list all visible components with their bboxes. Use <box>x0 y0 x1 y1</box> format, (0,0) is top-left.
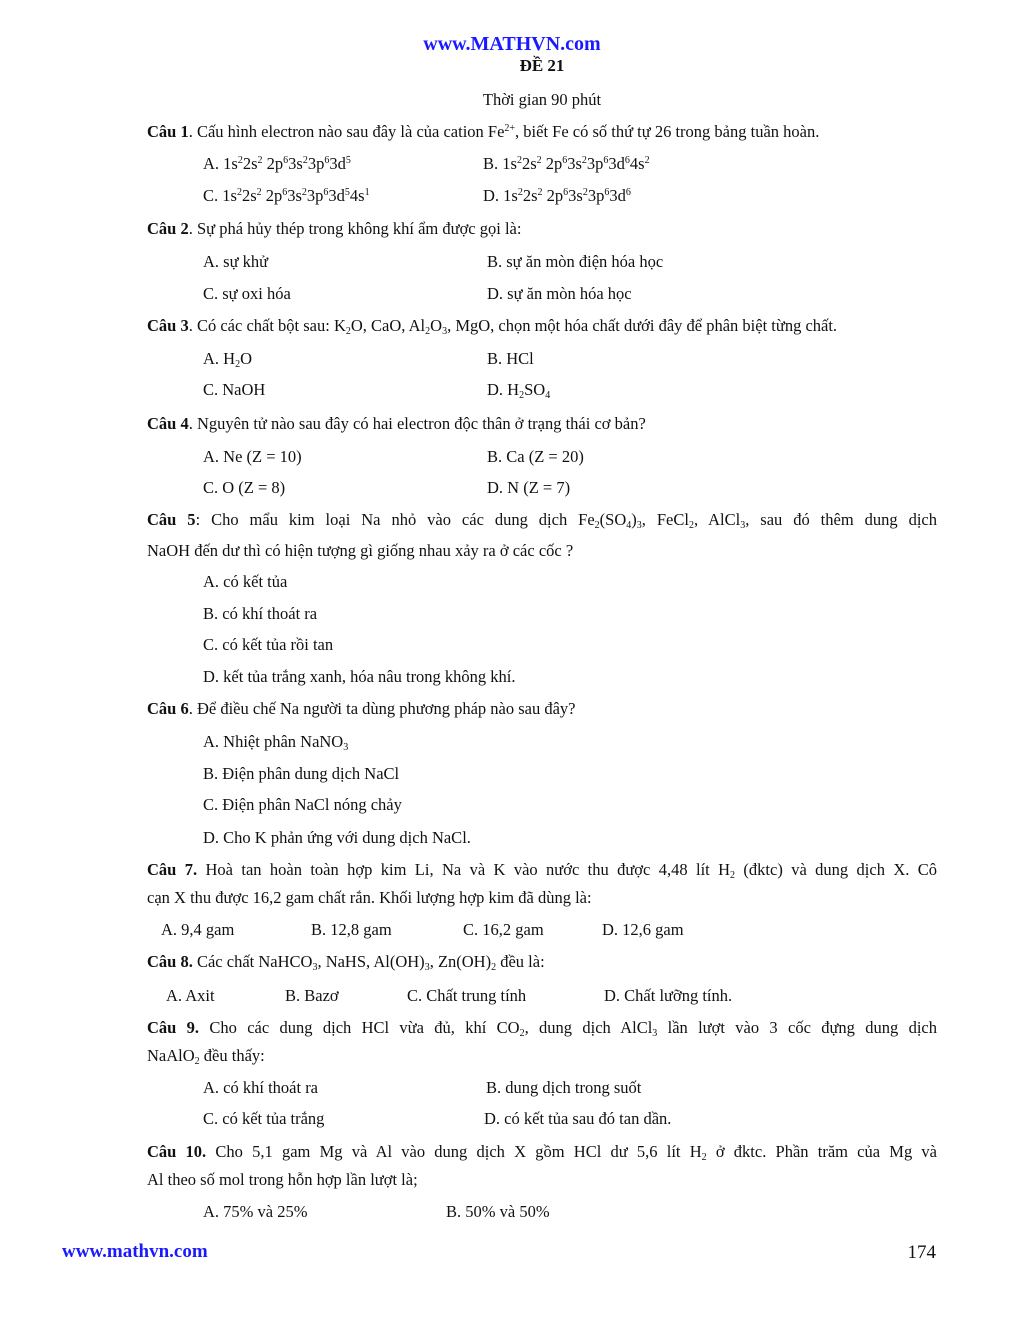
superscript: 2 <box>582 187 588 198</box>
superscript: 6 <box>625 187 631 198</box>
subscript: 3 <box>442 326 448 337</box>
question-6-option-c: C. Điện phân NaCl nóng chảy <box>203 795 402 814</box>
superscript: 2 <box>516 155 522 166</box>
question-3-option-c: C. NaOH <box>203 380 266 399</box>
header-site-link[interactable]: www.MATHVN.com <box>423 33 601 55</box>
question-7-option-b: B. 12,8 gam <box>311 920 392 939</box>
subscript: 2 <box>519 390 525 401</box>
question-9-text-line-1: Câu 9. Cho các dung dịch HCl vừa đủ, khí $CO_2$, dung dịch AlCl$_3$ lần lượt vào 3 cốc đựng dung dịch <box>147 1018 937 1039</box>
subscript: 3 <box>343 742 349 753</box>
subscript: 2 <box>235 359 241 370</box>
question-label: Câu 7. <box>147 860 198 879</box>
superscript: 1 <box>364 187 370 198</box>
subscript: 2 <box>345 326 351 337</box>
question-7-text-line-2: cạn X thu được 16,2 gam chất rắn. Khối lượng hợp kim đã dùng là: <box>147 888 592 907</box>
question-9-option-d: D. có kết tủa sau đó tan dần. <box>484 1109 672 1128</box>
question-1-option-c: C. $1s^22s^2$ $2p^63s^23p^63d^54s^1$ <box>203 186 370 205</box>
question-4-option-d: D. N (Z = 7) <box>487 478 571 497</box>
subscript: 2 <box>425 326 431 337</box>
question-9-option-c: C. có kết tủa trắng <box>203 1109 325 1128</box>
question-5-text-line-2: NaOH đến dư thì có hiện tượng gì giống nhau xảy ra ở các cốc ? <box>147 541 574 560</box>
page-number: 174 <box>907 1242 936 1263</box>
subscript: 3 <box>740 520 746 531</box>
question-10-text-line-2: Al theo số mol trong hỗn hợp lần lượt là; <box>147 1170 418 1189</box>
subscript: 2 <box>491 962 497 973</box>
superscript: 2 <box>256 187 262 198</box>
superscript: 5 <box>344 187 350 198</box>
superscript: 2 <box>517 187 523 198</box>
superscript: 2 <box>301 187 307 198</box>
question-7-text-line-1: Câu 7. Hoà tan hoàn toàn hợp kim Li, Na và K vào nước thu được 4,48 lít $H_2$ (đktc) và dung dịch X. Cô <box>147 860 937 881</box>
question-5-option-d: D. kết tủa trắng xanh, hóa nâu trong không khí. <box>203 667 516 686</box>
subscript: 2 <box>730 870 736 881</box>
subscript: 2 <box>594 520 600 531</box>
subscript: 3 <box>424 962 430 973</box>
subscript: 2 <box>519 1028 525 1039</box>
question-8-option-c: C. Chất trung tính <box>407 986 527 1005</box>
question-10-option-a: A. 75% và 25% <box>203 1202 308 1221</box>
subscript: 2 <box>688 520 694 531</box>
footer-site-link[interactable]: www.mathvn.com <box>62 1241 208 1262</box>
question-6-option-b: B. Điện phân dung dịch NaCl <box>203 764 400 783</box>
question-10-option-b: B. 50% và 50% <box>446 1202 550 1221</box>
question-3-option-d: D. $H_2SO_4$ <box>487 380 551 401</box>
superscript: 2+ <box>504 123 516 134</box>
superscript: 6 <box>283 155 289 166</box>
question-5-option-b: B. có khí thoát ra <box>203 604 318 623</box>
question-2-text: Câu 2. Sự phá hủy thép trong không khí ẩm được gọi là: <box>147 219 522 238</box>
question-label: Câu 4 <box>147 414 189 433</box>
superscript: 6 <box>282 187 288 198</box>
question-label: Câu 10. <box>147 1142 207 1161</box>
question-8-option-b: B. Bazơ <box>285 986 339 1005</box>
question-4-option-a: A. Ne (Z = 10) <box>203 447 302 466</box>
superscript: 2 <box>257 155 263 166</box>
superscript: 6 <box>624 155 630 166</box>
question-7-option-a: A. 9,4 gam <box>161 920 235 939</box>
subscript: 2 <box>701 1152 707 1163</box>
question-9-option-a: A. có khí thoát ra <box>203 1078 319 1097</box>
exam-title: ĐỀ 21 <box>519 56 565 75</box>
question-8-option-a: A. Axit <box>166 986 215 1005</box>
superscript: 6 <box>324 155 330 166</box>
question-4-text: Câu 4. Nguyên tử nào sau đây có hai electron độc thân ở trạng thái cơ bản? <box>147 414 646 433</box>
question-1-text: Câu 1. Cấu hình electron nào sau đây là của cation $Fe^{2+}$, biết Fe có số thứ tự 26 trong bảng tuần hoàn. <box>147 122 820 141</box>
question-label: Câu 5 <box>147 510 196 529</box>
question-2-option-a: A. sự khử <box>203 252 269 271</box>
subscript: 4 <box>545 390 551 401</box>
question-label: Câu 1 <box>147 122 189 141</box>
superscript: 6 <box>562 155 568 166</box>
question-5-option-c: C. có kết tủa rồi tan <box>203 635 334 654</box>
question-4-option-b: B. Ca (Z = 20) <box>487 447 584 466</box>
question-9-text-line-2: NaAlO$_2$ đều thấy: <box>147 1046 265 1067</box>
superscript: 2 <box>237 155 243 166</box>
question-1-option-d: D. $1s^22s^2$ $2p^63s^23p^63d^6$ <box>483 186 631 205</box>
superscript: 6 <box>603 155 609 166</box>
superscript: 6 <box>323 187 329 198</box>
question-6-option-a: A. Nhiệt phân NaNO$_3$ <box>203 732 349 753</box>
question-4-option-c: C. O (Z = 8) <box>203 478 286 497</box>
superscript: 2 <box>536 155 542 166</box>
question-2-option-b: B. sự ăn mòn điện hóa học <box>487 252 664 271</box>
question-6-text: Câu 6. Để điều chế Na người ta dùng phương pháp nào sau đây? <box>147 699 576 718</box>
question-8-text: Câu 8. Các chất NaHCO$_3$, NaHS, $Al(OH)_3$, $Zn(OH)_2$ đều là: <box>147 952 545 973</box>
subscript: 3 <box>652 1028 658 1039</box>
subscript: 3 <box>636 520 642 531</box>
question-1-option-a: A. $1s^22s^2$ $2p^63s^23p^63d^5$ <box>203 154 351 173</box>
question-2-option-c: C. sự oxi hóa <box>203 284 291 303</box>
question-2-option-d: D. sự ăn mòn hóa học <box>487 284 632 303</box>
superscript: 2 <box>537 187 543 198</box>
question-label: Câu 6 <box>147 699 189 718</box>
superscript: 2 <box>644 155 650 166</box>
question-label: Câu 2 <box>147 219 189 238</box>
question-1-option-b: B. $1s^22s^2$ $2p^63s^23p^63d^64s^2$ <box>483 154 650 173</box>
question-label: Câu 3 <box>147 316 189 335</box>
superscript: 6 <box>604 187 610 198</box>
subscript: 4 <box>626 520 632 531</box>
question-6-option-d: D. Cho K phản ứng với dung dịch NaCl. <box>203 828 471 847</box>
exam-duration: Thời gian 90 phút <box>482 90 602 109</box>
question-9-option-b: B. dung dịch trong suốt <box>486 1078 642 1097</box>
superscript: 2 <box>581 155 587 166</box>
question-7-option-d: D. 12,6 gam <box>602 920 684 939</box>
question-10-text-line-1: Câu 10. Cho 5,1 gam Mg và Al vào dung dịch X gồm HCl dư 5,6 lít $H_2$ ở đktc. Phần trăm của Mg và <box>147 1142 937 1163</box>
superscript: 6 <box>563 187 569 198</box>
question-3-text: Câu 3. Có các chất bột sau: $K_2O$, CaO, $Al_2O_3$, MgO, chọn một hóa chất dưới đây để phân biệt từng chất. <box>147 316 838 337</box>
question-3-option-a: A. $H_2O$ <box>203 349 253 370</box>
subscript: 3 <box>312 962 318 973</box>
question-label: Câu 9. <box>147 1018 200 1037</box>
question-5-option-a: A. có kết tủa <box>203 572 288 591</box>
question-5-text-line-1: Câu 5: Cho mẩu kim loại Na nhỏ vào các dung dịch $Fe_2(SO_4)_3$, FeCl$_2$, AlCl$_3$, sau đó thêm dung dịch <box>147 510 937 531</box>
question-8-option-d: D. Chất lưỡng tính. <box>604 986 733 1005</box>
superscript: 2 <box>302 155 308 166</box>
question-7-option-c: C. 16,2 gam <box>463 920 544 939</box>
superscript: 5 <box>345 155 351 166</box>
superscript: 2 <box>236 187 242 198</box>
question-label: Câu 8. <box>147 952 193 971</box>
subscript: 2 <box>194 1056 200 1067</box>
question-3-option-b: B. HCl <box>487 349 534 368</box>
